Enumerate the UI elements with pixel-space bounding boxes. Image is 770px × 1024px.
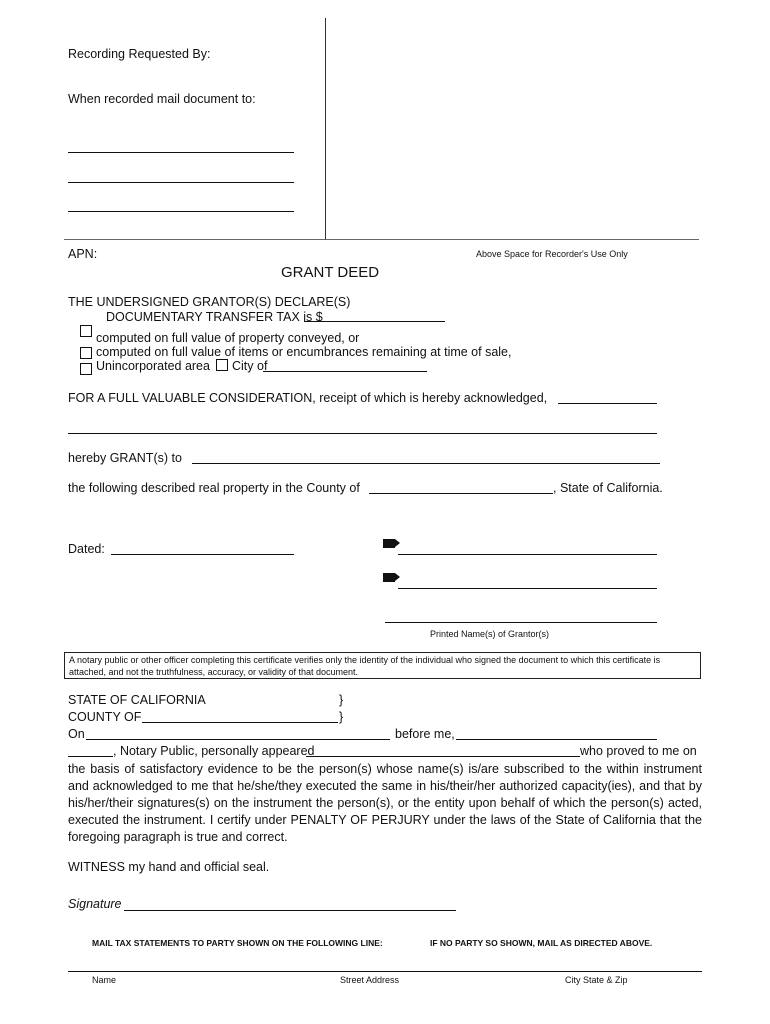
grantor-declares: THE UNDERSIGNED GRANTOR(S) DECLARE(S) bbox=[68, 295, 351, 309]
witness-text: WITNESS my hand and official seal. bbox=[68, 860, 270, 874]
grantor-signature-line-1[interactable] bbox=[398, 554, 657, 555]
printed-names-label: Printed Name(s) of Grantor(s) bbox=[430, 629, 550, 639]
dated-field[interactable] bbox=[111, 554, 294, 555]
county-brace: } bbox=[339, 710, 344, 724]
grantor-signature-line-2[interactable] bbox=[398, 588, 657, 589]
notary-signature-line[interactable] bbox=[124, 910, 456, 911]
recorder-bottom-rule bbox=[64, 239, 699, 240]
grantor-name-field[interactable] bbox=[68, 433, 657, 434]
mail-to-line-1[interactable] bbox=[68, 152, 294, 153]
mail-tax-fallback: IF NO PARTY SO SHOWN, MAIL AS DIRECTED ABOVE. bbox=[430, 938, 653, 948]
grant-to-label: hereby GRANT(s) to bbox=[68, 451, 182, 465]
county-label: COUNTY OF bbox=[68, 710, 142, 724]
recording-requested-by: Recording Requested By: bbox=[68, 47, 211, 61]
mail-document-to: When recorded mail document to: bbox=[68, 92, 256, 106]
city-name-field[interactable] bbox=[263, 371, 427, 372]
on-label: On bbox=[68, 727, 85, 741]
notary-notice: A notary public or other officer completing this certificate verifies only the identity of the individual who signed the document to which this certificate is attached, and not the truthfulness, accuracy, or validity of that document. bbox=[64, 652, 701, 679]
full-value-checkbox[interactable] bbox=[80, 325, 92, 337]
encumbrances-checkbox[interactable] bbox=[80, 347, 92, 359]
city-option: City of bbox=[232, 359, 268, 373]
state-suffix: , State of California. bbox=[553, 481, 663, 495]
street-caption: Street Address bbox=[340, 975, 400, 985]
unincorporated-option: Unincorporated area bbox=[96, 359, 210, 373]
grantee-field[interactable] bbox=[192, 463, 660, 464]
city-checkbox[interactable] bbox=[216, 359, 228, 371]
recorder-divider bbox=[325, 18, 326, 239]
acknowledgment-body: the basis of satisfactory evidence to be the person(s) whose name(s) is/are subscribed to the within instrument and acknowledged to me that he/she/they executed the same in his/their/her authorized capacity(ies), and that by his/her/their signatures(s) on the instrument the person(s), or the entity upon behalf of which the person(s) acted, executed the instrument. I certify under PENALTY OF PERJURY under the laws of the State of California that the foregoing paragraph is true and correct. bbox=[68, 762, 702, 844]
transfer-tax-label: DOCUMENTARY TRANSFER TAX is $ bbox=[106, 310, 323, 324]
transfer-tax-amount-field[interactable] bbox=[304, 321, 445, 322]
before-me-label: before me, bbox=[395, 727, 455, 741]
sign-here-icon bbox=[383, 539, 395, 548]
mail-tax-address-line[interactable] bbox=[68, 971, 702, 972]
mail-to-line-3[interactable] bbox=[68, 211, 294, 212]
notary-title-field[interactable] bbox=[68, 756, 113, 757]
encumbrances-option: computed on full value of items or encumbrances remaining at time of sale, bbox=[96, 345, 512, 359]
printed-names-line[interactable] bbox=[385, 622, 657, 623]
state-label: STATE OF CALIFORNIA bbox=[68, 693, 206, 707]
state-brace: } bbox=[339, 693, 344, 707]
who-proved-label: who proved to me on bbox=[580, 744, 697, 758]
consideration-text: FOR A FULL VALUABLE CONSIDERATION, receipt of which is hereby acknowledged, bbox=[68, 391, 548, 405]
unincorporated-checkbox[interactable] bbox=[80, 363, 92, 375]
recorder-space-note: Above Space for Recorder's Use Only bbox=[476, 249, 628, 259]
notary-name-field[interactable] bbox=[456, 739, 657, 740]
mail-to-line-2[interactable] bbox=[68, 182, 294, 183]
city-state-zip-caption: City State & Zip bbox=[565, 975, 628, 985]
consideration-field[interactable] bbox=[558, 403, 657, 404]
sign-here-icon bbox=[383, 573, 395, 582]
appeared-name-field[interactable] bbox=[306, 756, 580, 757]
signature-label: Signature bbox=[68, 897, 122, 911]
mail-tax-heading: MAIL TAX STATEMENTS TO PARTY SHOWN ON THE FOLLOWING LINE: bbox=[92, 938, 383, 948]
county-field[interactable] bbox=[369, 493, 553, 494]
notary-public-label: , Notary Public, personally appeared bbox=[113, 744, 315, 758]
property-county-text: the following described real property in the County of bbox=[68, 481, 360, 495]
apn-label: APN: bbox=[68, 247, 98, 261]
notary-county-field[interactable] bbox=[142, 722, 338, 723]
notary-date-field[interactable] bbox=[86, 739, 390, 740]
page-title: GRANT DEED bbox=[281, 264, 380, 281]
full-value-option: computed on full value of property conveyed, or bbox=[96, 331, 360, 345]
dated-label: Dated: bbox=[68, 542, 105, 556]
name-caption: Name bbox=[92, 975, 117, 985]
